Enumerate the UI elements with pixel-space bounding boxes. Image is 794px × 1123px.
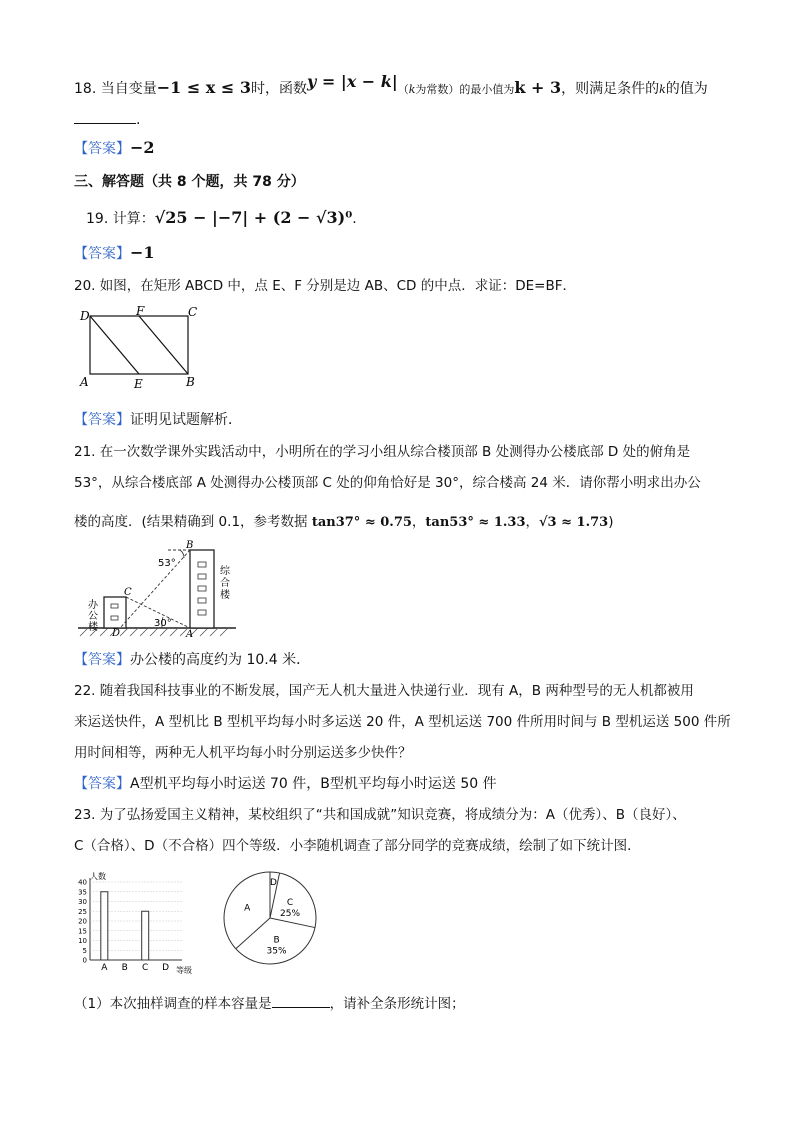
pie-percent-C: 25% <box>280 908 301 919</box>
label-b: B <box>186 375 195 389</box>
q22-line3: 用时间相等，两种无人机平均每小时分别运送多少快件？ <box>74 745 412 761</box>
bar-y-tick-label: 25 <box>78 907 87 916</box>
label-d: D <box>80 309 90 323</box>
q18-k-var-2: k <box>659 83 666 96</box>
q19-label: 计算： <box>112 211 155 227</box>
label-d: D <box>112 628 121 639</box>
q22-line2: 来运送快件，A 型机比 B 型机平均每小时多运送 20 件，A 型机运送 700 件所用时间与 B 型机运送 500 件所 <box>74 714 731 730</box>
q18-text-3: （ <box>397 83 409 96</box>
bar-y-tick-label: 0 <box>82 956 87 965</box>
complex-label-1: 综 <box>220 566 230 577</box>
q21-sep2: ， <box>525 514 539 530</box>
bar-x-tick-label: B <box>121 963 128 973</box>
q18-text-1: 当自变量 <box>100 81 157 97</box>
q18-number: 18. <box>74 81 97 97</box>
office-building <box>104 597 126 628</box>
label-a: A <box>186 629 194 640</box>
q23-sub1-text-a: （1）本次抽样调查的样本容量是 <box>74 996 272 1012</box>
bar-y-tick-label: 15 <box>78 927 87 936</box>
q21-line3 <box>74 512 613 533</box>
pie-label-B: B <box>273 935 280 946</box>
bar-y-tick-label: 5 <box>82 946 87 955</box>
pie-percent-B: 35% <box>266 946 287 957</box>
q18-answer-blank <box>74 111 136 124</box>
q21-ref-sqrt3: √3 ≈ 1.73 <box>538 515 609 530</box>
q21-answer-value: 办公楼的高度约为 10.4 米． <box>130 652 311 668</box>
q21-line2: 53°，从综合楼底部 A 处测得办公楼顶部 C 处的仰角恰好是 30°，综合楼高 24 米．请你帮小明求出办公 <box>74 475 701 491</box>
bar-x-tick-label: D <box>162 963 170 973</box>
q21-line1: 21. 在一次数学课外实践活动中，小明所在的学习小组从综合楼顶部 B 处测得办公楼底部 D 处的俯角是 <box>74 444 691 460</box>
ground-hatch <box>80 628 228 636</box>
segment-bf <box>139 316 188 374</box>
q18-answer <box>74 138 155 159</box>
q18-condition-math: −1 ≤ x ≤ 3 <box>156 78 252 97</box>
q18-text-6: 的值为 <box>665 81 708 97</box>
q19-answer <box>74 243 155 264</box>
bar-C <box>142 911 149 960</box>
q21-line3-end: ) <box>608 514 614 530</box>
bar-y-tick-label: 35 <box>78 888 87 897</box>
q21-sep1: ， <box>411 514 426 530</box>
label-b: B <box>186 540 194 551</box>
q19-number: 19. <box>86 211 109 227</box>
q18-line2-end: . <box>136 112 141 128</box>
q18-text-5: ，则满足条件的 <box>561 81 660 97</box>
angle-53-label: 53° <box>158 558 176 569</box>
bar-x-tick-label: C <box>142 963 149 973</box>
q23-sub1-text-b: ，请补全条形统计图； <box>329 996 465 1012</box>
q20-answer-label: 【答案】 <box>74 412 130 428</box>
office-label-2: 公 <box>88 611 98 622</box>
q23-line1: 23. 为了弘扬爱国主义精神，某校组织了“共和国成就”知识竞赛，将成绩分为：A（优秀）、B（良好）、 <box>74 807 686 823</box>
pie-label-D: D <box>269 878 277 889</box>
q19-expression: √25 − |−7| + (2 − √3)⁰ <box>154 208 353 227</box>
q18-min-math: k + 3 <box>514 78 562 97</box>
q22-answer-label: 【答案】 <box>74 776 130 792</box>
q23-pie-chart <box>222 866 322 970</box>
angle-30-label: 30° <box>154 618 172 629</box>
bar-y-tick-label: 30 <box>78 898 87 906</box>
q21-line3-text: 楼的高度．(结果精确到 0.1，参考数据 <box>74 514 312 530</box>
q23-sub1-blank <box>272 995 330 1008</box>
office-label-3: 楼 <box>88 622 98 633</box>
q19-end: . <box>352 211 357 227</box>
bar-y-tick-label: 40 <box>78 878 87 887</box>
q20-answer-value: 证明见试题解析． <box>130 412 242 428</box>
office-label-1: 办 <box>88 600 98 611</box>
section3-title: 三、解答题（共 8 个题，共 78 分） <box>74 174 305 190</box>
q20-rectangle-figure <box>78 304 200 390</box>
q20-answer <box>74 410 242 430</box>
q22-answer <box>74 774 497 794</box>
q18-text-2: 时，函数 <box>251 81 308 97</box>
q18-line1 <box>74 72 708 100</box>
complex-label-3: 楼 <box>220 590 230 601</box>
label-c: C <box>188 305 198 319</box>
bar-x-tick-label: A <box>101 963 108 973</box>
label-a: A <box>80 375 89 389</box>
q19-line <box>86 208 357 229</box>
q18-k-var-1: k <box>408 83 416 96</box>
q18-function-math: y = |x − k| <box>307 72 398 91</box>
label-f: F <box>136 304 145 318</box>
pie-label-A: A <box>244 903 251 914</box>
q20-text: 20. 如图，在矩形 ABCD 中，点 E、F 分别是边 AB、CD 的中点．求证：DE=BF． <box>74 278 576 294</box>
q21-answer-label: 【答案】 <box>74 652 130 668</box>
q22-answer-value: A型机平均每小时运送 70 件，B型机平均每小时运送 50 件 <box>130 776 497 792</box>
segment-de <box>90 316 139 374</box>
q19-answer-value: −1 <box>130 243 155 262</box>
bar-A <box>101 892 108 960</box>
q18-text-4: 为常数）的最小值为 <box>415 83 515 96</box>
bar-y-tick-label: 20 <box>78 917 87 926</box>
q21-answer <box>74 650 310 670</box>
bar-y-tick-label: 10 <box>78 937 87 945</box>
bar-chart-ylabel: 人数 <box>90 872 106 881</box>
q23-sub1 <box>74 994 465 1014</box>
bar-chart-xlabel: 等级 <box>176 966 192 974</box>
pie-label-C: C <box>286 897 294 908</box>
complex-label-2: 合 <box>220 578 230 589</box>
label-c: C <box>124 587 132 598</box>
label-e: E <box>134 377 143 390</box>
q18-answer-label: 【答案】 <box>74 141 130 157</box>
q18-line2 <box>74 110 140 130</box>
rectangle-abcd <box>90 316 188 374</box>
q22-line1: 22. 随着我国科技事业的不断发展，国产无人机大量进入快递行业．现有 A，B 两种型号的无人机都被用 <box>74 683 694 699</box>
q19-answer-label: 【答案】 <box>74 246 130 262</box>
q21-ref-tan37: tan37° ≈ 0.75 <box>311 515 412 530</box>
q21-building-figure <box>76 538 244 640</box>
q23-bar-chart <box>70 870 200 974</box>
q21-ref-tan53: tan53° ≈ 1.33 <box>425 515 526 530</box>
q18-answer-value: −2 <box>130 138 155 157</box>
q23-line2: C（合格）、D（不合格）四个等级．小李随机调查了部分同学的竞赛成绩，绘制了如下统计图． <box>74 838 641 854</box>
